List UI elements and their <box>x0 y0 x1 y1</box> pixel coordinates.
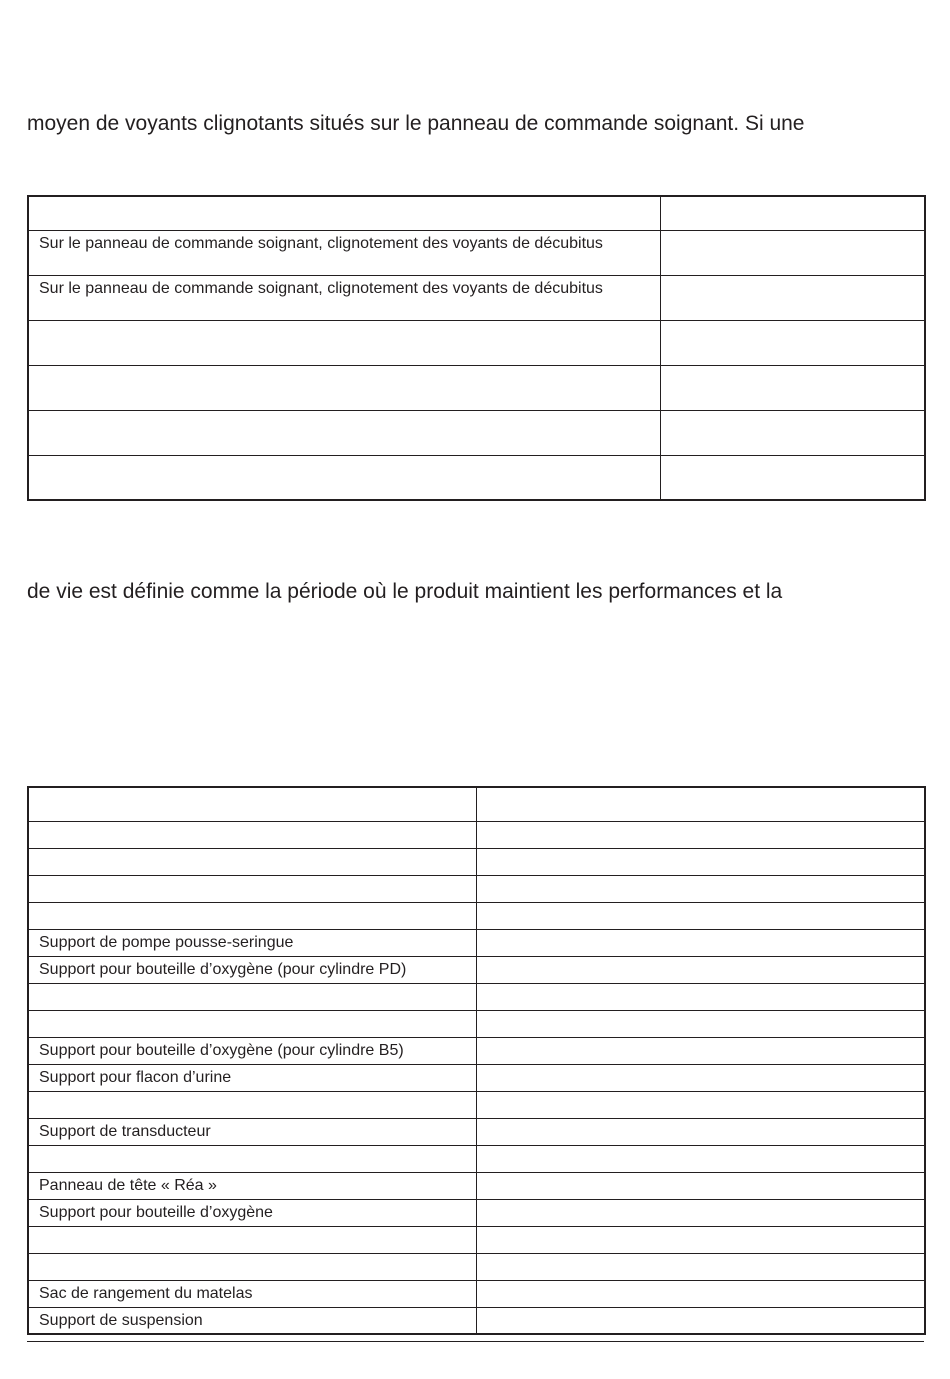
table-cell <box>28 821 476 848</box>
table-cell: Support de pompe pousse-seringue <box>28 929 476 956</box>
table-cell: Support de suspension <box>28 1307 476 1334</box>
paragraph-middle: de vie est définie comme la période où le produit maintient les performances et la <box>27 580 783 603</box>
table-cell <box>476 929 925 956</box>
table-cell <box>476 1172 925 1199</box>
table-row <box>28 956 925 983</box>
table-cell <box>28 410 660 455</box>
table-cell <box>476 902 925 929</box>
table-row <box>28 1307 925 1334</box>
table-cell <box>28 787 476 821</box>
table-row <box>28 1064 925 1091</box>
table-cell <box>28 1145 476 1172</box>
table-cell <box>28 455 660 500</box>
paragraph-top: moyen de voyants clignotants situés sur le panneau de commande soignant. Si une <box>27 112 805 135</box>
table-cell <box>28 1226 476 1253</box>
table-cell <box>476 1118 925 1145</box>
table-cell <box>476 956 925 983</box>
table-row <box>28 1253 925 1280</box>
table-cell <box>476 1226 925 1253</box>
alarm-table <box>27 195 926 501</box>
table-cell <box>660 320 925 365</box>
table-cell <box>476 1307 925 1334</box>
table-cell <box>476 1280 925 1307</box>
table-cell <box>476 1199 925 1226</box>
table-row <box>28 455 925 500</box>
table-cell <box>28 902 476 929</box>
table-row <box>28 787 925 821</box>
table-cell <box>660 196 925 230</box>
table-row <box>28 875 925 902</box>
footer-divider <box>27 1341 924 1342</box>
table-row <box>28 196 925 230</box>
table-cell: Support pour flacon d’urine <box>28 1064 476 1091</box>
table-cell: Panneau de tête « Réa » <box>28 1172 476 1199</box>
table-cell <box>28 1253 476 1280</box>
table-row <box>28 275 925 320</box>
table-row <box>28 821 925 848</box>
table-cell <box>28 365 660 410</box>
table-cell: Sur le panneau de commande soignant, clignotement des voyants de décubitus <box>28 275 660 320</box>
table-row <box>28 1199 925 1226</box>
table-row <box>28 320 925 365</box>
table-cell: Sac de rangement du matelas <box>28 1280 476 1307</box>
table-cell <box>476 1253 925 1280</box>
table-cell: Sur le panneau de commande soignant, clignotement des voyants de décubitus <box>28 230 660 275</box>
table-cell <box>476 1091 925 1118</box>
table-cell <box>28 1010 476 1037</box>
table-cell <box>476 875 925 902</box>
table-cell <box>28 875 476 902</box>
table-cell: Support pour bouteille d’oxygène (pour cylindre B5) <box>28 1037 476 1064</box>
table-cell <box>28 196 660 230</box>
accessories-table <box>27 786 926 1335</box>
table-row <box>28 1037 925 1064</box>
table-row <box>28 1010 925 1037</box>
table-cell <box>28 320 660 365</box>
table-cell <box>476 983 925 1010</box>
table-cell: Support pour bouteille d’oxygène (pour cylindre PD) <box>28 956 476 983</box>
table-cell <box>28 983 476 1010</box>
table-cell <box>476 1064 925 1091</box>
table-cell <box>660 455 925 500</box>
table-row <box>28 365 925 410</box>
table-cell <box>660 275 925 320</box>
table-row <box>28 1091 925 1118</box>
table-cell <box>476 787 925 821</box>
table-cell <box>476 848 925 875</box>
table-row <box>28 983 925 1010</box>
table-cell <box>28 848 476 875</box>
table-row <box>28 230 925 275</box>
table-cell <box>660 230 925 275</box>
table-row <box>28 929 925 956</box>
table-cell <box>660 410 925 455</box>
table-row <box>28 1226 925 1253</box>
table-cell: Support de transducteur <box>28 1118 476 1145</box>
table-cell <box>28 1091 476 1118</box>
table-row <box>28 902 925 929</box>
table-row <box>28 1145 925 1172</box>
table-cell <box>476 1010 925 1037</box>
table-cell <box>476 1145 925 1172</box>
table-row <box>28 1280 925 1307</box>
table-cell <box>476 1037 925 1064</box>
table-cell: Support pour bouteille d’oxygène <box>28 1199 476 1226</box>
table-row <box>28 410 925 455</box>
table-row <box>28 1172 925 1199</box>
table-row <box>28 848 925 875</box>
table-cell <box>660 365 925 410</box>
table-cell <box>476 821 925 848</box>
table-row <box>28 1118 925 1145</box>
